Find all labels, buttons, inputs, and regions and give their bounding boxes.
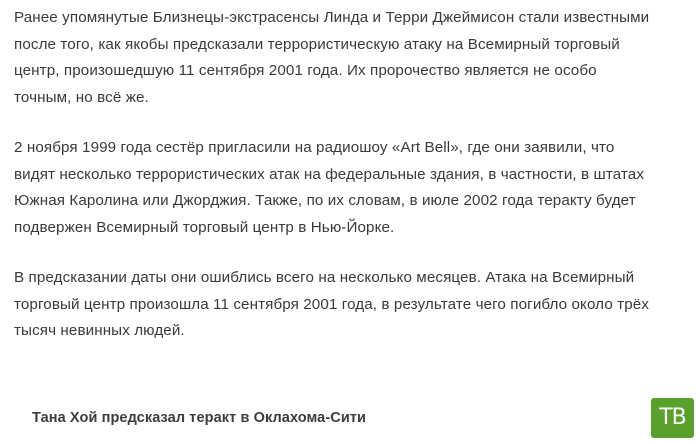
paragraph-line: точным, но всё же. (14, 88, 149, 106)
paragraph-line: тысяч невинных людей. (14, 322, 185, 339)
paragraph-line: В предсказании даты они ошиблись всего на несколько месяцев. Атака на Всемирный (14, 269, 635, 286)
paragraph-line: видят несколько террористических атак на федеральные здания, в частности, в штатах (14, 165, 645, 183)
paragraph-1 (14, 5, 649, 111)
paragraph-line: Ранее упомянутые Близнецы-экстрасенсы Линда и Терри Джеймисон стали известными (14, 9, 650, 26)
paragraph-3 (14, 265, 649, 345)
paragraph-line: Южная Каролина или Джорджия. Также, по их словам, в июле 2002 года теракту будет (14, 192, 636, 209)
section-subheading: Тана Хой предсказал теракт в Оклахома-Сити (32, 410, 367, 426)
paragraph-line: центр, произошедшую 11 сентября 2001 года. Их пророчество является не особо (14, 62, 597, 79)
paragraph-2 (14, 135, 644, 241)
paragraph-line: после того, как якобы предсказали террористическую атаку на Всемирный торговый (14, 35, 620, 53)
paragraph-line: 2 ноября 1999 года сестёр пригласили на радиошоу «Art Bell», где они заявили, что (14, 139, 615, 156)
paragraph-line: торговый центр произошла 11 сентября 2001 года, в результате чего погибло около трёх (14, 295, 650, 313)
site-logo-badge[interactable]: ТВ (651, 398, 694, 438)
paragraph-line: подвержен Всемирный торговый центр в Нью-Йорке. (14, 218, 395, 236)
